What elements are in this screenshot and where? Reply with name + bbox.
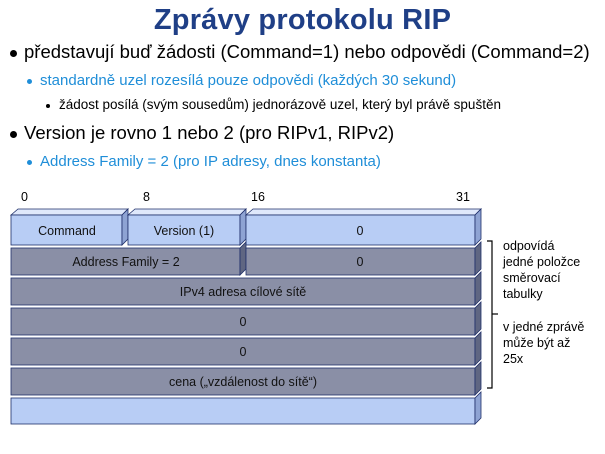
field-cost: cena („vzdálenost do sítě“) <box>169 375 317 389</box>
field-version: Version (1) <box>153 224 215 238</box>
annotation-repeat: v jedné zprávě může být až 25x <box>503 320 585 366</box>
field-address-family: Address Family = 2 <box>72 255 180 269</box>
page-title: Zprávy protokolu RIP <box>153 4 452 36</box>
annotation-entry: odpovídá jedné položce směrovací tabulky <box>503 239 581 301</box>
bullet-commands: představují buď žádosti (Command=1) nebo odpovědi (Command=2) <box>24 41 590 62</box>
bullet-version: Version je rovno 1 nebo 2 (pro RIPv1, RIPv2) <box>24 122 395 143</box>
bullet-responses: standardně uzel rozesílá pouze odpovědi (každých 30 sekund) <box>40 72 457 89</box>
field-ipv4-address: IPv4 adresa cílové sítě <box>179 285 307 299</box>
entry-bracket <box>487 241 492 388</box>
bullet-request: žádost posílá (svým sousedům) jednorázově uzel, který byl právě spuštěn <box>59 97 501 112</box>
bit-label-0: 0 <box>21 190 28 204</box>
bit-label-8: 8 <box>143 190 150 204</box>
field-command: Command <box>38 224 96 238</box>
row-next-entry <box>11 392 481 424</box>
field-zero-row5: 0 <box>239 345 247 359</box>
bit-label-31: 31 <box>456 190 470 204</box>
bit-label-16: 16 <box>251 190 265 204</box>
field-zero-row4: 0 <box>239 315 247 329</box>
field-zero-af: 0 <box>356 255 364 269</box>
bullet-address-family: Address Family = 2 (pro IP adresy, dnes konstanta) <box>40 153 381 170</box>
field-zero-top: 0 <box>356 224 364 238</box>
